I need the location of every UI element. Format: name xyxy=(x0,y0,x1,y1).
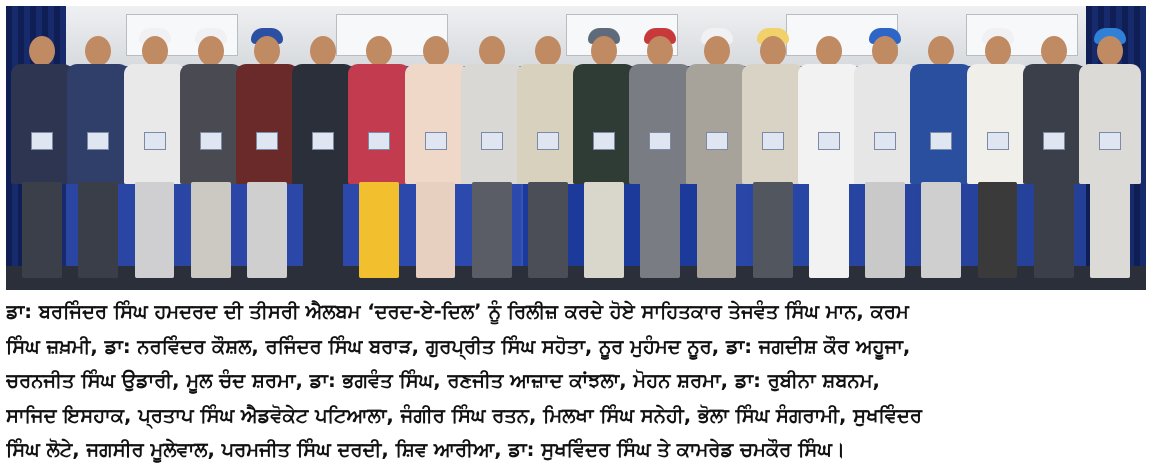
person-head xyxy=(366,36,392,66)
person-head xyxy=(704,36,730,66)
person-head xyxy=(142,36,168,66)
person-head xyxy=(872,36,898,66)
person-clothing xyxy=(742,64,804,184)
person-head xyxy=(198,36,224,66)
person-legs xyxy=(191,182,231,278)
album-cd-case xyxy=(874,132,896,150)
person-clothing xyxy=(67,64,129,184)
person-head xyxy=(1097,36,1123,66)
person-legs xyxy=(809,182,849,278)
person-clothing xyxy=(180,64,242,184)
caption-line: ਸਿੰਘ ਜ਼ਖ਼ਮੀ, ਡਾ: ਨਰਵਿੰਦਰ ਕੌਸ਼ਲ, ਰਜਿੰਦਰ ਸਿੰਘ ਬਰਾੜ, ਗੁਰਪ੍ਰੀਤ ਸਿੰਘ ਸਹੋਤਾ, ਨੂਰ ਮੁਹੰਮਦ ਨੂਰ, ਡਾ: ਜਗਦੀਸ਼ ਕੌਰ ਅਹੂਜਾ, xyxy=(6,334,911,358)
person-legs xyxy=(472,182,512,278)
album-cd-case xyxy=(256,132,278,150)
person xyxy=(461,36,523,280)
album-cd-case xyxy=(706,132,728,150)
person-clothing xyxy=(292,64,354,184)
person-clothing xyxy=(124,64,186,184)
person xyxy=(236,36,298,280)
person xyxy=(517,36,579,280)
person xyxy=(1079,36,1141,280)
caption-line: ਸਿੰਘ ਲੋਟੇ, ਜਗਸੀਰ ਮੂਲੇਵਾਲ, ਪਰਮਜੀਤ ਸਿੰਘ ਦਰਦੀ, ਸ਼ਿਵ ਆਰੀਆ, ਡਾ: ਸੁਖਵਿੰਦਰ ਸਿੰਘ ਤੇ ਕਾਮਰੇਡ ਚਮਕੌਰ ਸਿੰਘ। xyxy=(6,438,846,461)
person-legs xyxy=(22,182,62,278)
person-clothing xyxy=(461,64,523,184)
person xyxy=(348,36,410,280)
person-legs xyxy=(640,182,680,278)
event-photo xyxy=(6,6,1146,290)
album-cd-case xyxy=(537,132,559,150)
person-head xyxy=(816,36,842,66)
person xyxy=(67,36,129,280)
person xyxy=(292,36,354,280)
person-legs xyxy=(753,182,793,278)
person-head xyxy=(85,36,111,66)
person-head xyxy=(423,36,449,66)
person xyxy=(629,36,691,280)
person-legs xyxy=(359,182,399,278)
person-clothing xyxy=(686,64,748,184)
person-clothing xyxy=(348,64,410,184)
person-clothing xyxy=(236,64,298,184)
person xyxy=(686,36,748,280)
person-legs xyxy=(584,182,624,278)
album-cd-case xyxy=(31,132,53,150)
photo-caption xyxy=(6,295,1146,468)
album-cd-case xyxy=(200,132,222,150)
person-clothing xyxy=(967,64,1029,184)
person-legs xyxy=(247,182,287,278)
album-cd-case xyxy=(762,132,784,150)
person-clothing xyxy=(1023,64,1085,184)
person xyxy=(180,36,242,280)
person-legs xyxy=(528,182,568,278)
album-cd-case xyxy=(818,132,840,150)
person xyxy=(742,36,804,280)
person-legs xyxy=(303,182,343,278)
person-head xyxy=(479,36,505,66)
person xyxy=(798,36,860,280)
album-cd-case xyxy=(481,132,503,150)
person xyxy=(11,36,73,280)
person-head xyxy=(760,36,786,66)
album-cd-case xyxy=(425,132,447,150)
person-clothing xyxy=(798,64,860,184)
person xyxy=(573,36,635,280)
person xyxy=(124,36,186,280)
album-cd-case xyxy=(1043,132,1065,150)
album-cd-case xyxy=(144,132,166,150)
person xyxy=(967,36,1029,280)
person-clothing xyxy=(573,64,635,184)
person-legs xyxy=(697,182,737,278)
person-head xyxy=(647,36,673,66)
person-legs xyxy=(978,182,1018,278)
person-head xyxy=(254,36,280,66)
person-legs xyxy=(1090,182,1130,278)
person-head xyxy=(985,36,1011,66)
person xyxy=(1023,36,1085,280)
person-clothing xyxy=(910,64,972,184)
album-cd-case xyxy=(312,132,334,150)
person-legs xyxy=(921,182,961,278)
caption-line: ਸਾਜਿਦ ਇਸਹਾਕ, ਪ੍ਰਤਾਪ ਸਿੰਘ ਐਡਵੋਕੇਟ ਪਟਿਆਲਾ, ਜੰਗੀਰ ਸਿੰਘ ਰਤਨ, ਮਿਲਖਾ ਸਿੰਘ ਸਨੇਹੀ, ਭੋਲਾ ਸਿੰਘ ਸੰਗਰਾਮੀ, ਸੁਖਵਿੰਦਰ xyxy=(6,403,923,427)
person-head xyxy=(928,36,954,66)
person-clothing xyxy=(854,64,916,184)
person-head xyxy=(535,36,561,66)
person-clothing xyxy=(1079,64,1141,184)
person-clothing xyxy=(629,64,691,184)
person-head xyxy=(591,36,617,66)
person-head xyxy=(310,36,336,66)
person xyxy=(910,36,972,280)
person-legs xyxy=(78,182,118,278)
person xyxy=(405,36,467,280)
person-clothing xyxy=(517,64,579,184)
person-legs xyxy=(865,182,905,278)
person-legs xyxy=(1034,182,1074,278)
person-head xyxy=(29,36,55,66)
person xyxy=(854,36,916,280)
album-cd-case xyxy=(930,132,952,150)
album-cd-case xyxy=(593,132,615,150)
album-cd-case xyxy=(987,132,1009,150)
album-cd-case xyxy=(1099,132,1121,150)
album-cd-case xyxy=(368,132,390,150)
person-legs xyxy=(416,182,456,278)
album-cd-case xyxy=(87,132,109,150)
person-legs xyxy=(135,182,175,278)
person-clothing xyxy=(11,64,73,184)
person-head xyxy=(1041,36,1067,66)
caption-line: ਡਾ: ਬਰਜਿੰਦਰ ਸਿੰਘ ਹਮਦਰਦ ਦੀ ਤੀਸਰੀ ਐਲਬਮ ‘ਦਰਦ-ਏ-ਦਿਲ’ ਨੂੰ ਰਿਲੀਜ਼ ਕਰਦੇ ਹੋਏ ਸਾਹਿਤਕਾਰ ਤੇਜਵੰਤ ਸਿੰਘ ਮਾਨ, ਕਰਮ xyxy=(6,300,909,323)
album-cd-case xyxy=(649,132,671,150)
caption-line: ਚਰਨਜੀਤ ਸਿੰਘ ਉਡਾਰੀ, ਮੂਲ ਚੰਦ ਸ਼ਰਮਾ, ਡਾ: ਭਗਵੰਤ ਸਿੰਘ, ਰਣਜੀਤ ਆਜ਼ਾਦ ਕਾਂਝਲਾ, ਮੋਹਨ ਸ਼ਰਮਾ, ਡਾ: ਰੁਬੀਨਾ ਸ਼ਬਨਮ, xyxy=(6,369,880,392)
person-clothing xyxy=(405,64,467,184)
